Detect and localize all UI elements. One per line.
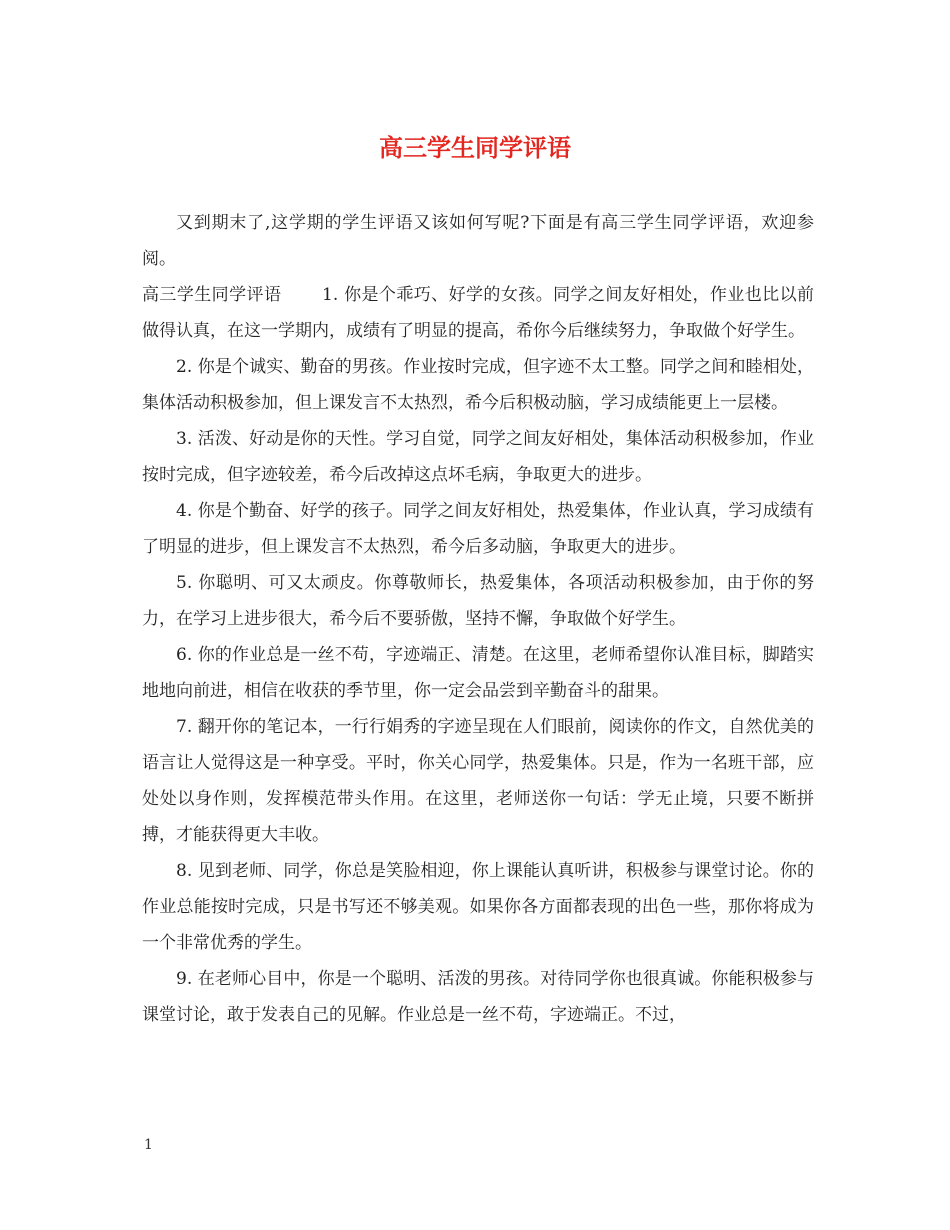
comment-paragraph-7: 7. 翻开你的笔记本，一行行娟秀的字迹呈现在人们眼前，阅读你的作文，自然优美的语言让人觉得这是一种享受。平时，你关心同学，热爱集体。只是，作为一名班干部，应处处以身作则，发挥模范带头作用。在这里，老师送你一句话：学无止境，只要不断拼搏，才能获得更大丰收。 — [142, 717, 814, 845]
comment-paragraph-5: 5. 你聪明、可又太顽皮。你尊敬师长，热爱集体，各项活动积极参加，由于你的努力，在学习上进步很大，希今后不要骄傲，坚持不懈，争取做个好学生。 — [142, 573, 814, 629]
comment-paragraph-3: 3. 活泼、好动是你的天性。学习自觉，同学之间友好相处，集体活动积极参加，作业按时完成，但字迹较差，希今后改掉这点坏毛病，争取更大的进步。 — [142, 429, 814, 485]
comment-paragraph-2: 2. 你是个诚实、勤奋的男孩。作业按时完成，但字迹不太工整。同学之间和睦相处，集体活动积极参加，但上课发言不太热烈，希今后积极动脑，学习成绩能更上一层楼。 — [142, 357, 814, 413]
comment-paragraph-9: 9. 在老师心目中，你是一个聪明、活泼的男孩。对待同学你也很真诚。你能积极参与课堂讨论，敢于发表自己的见解。作业总是一丝不苟，字迹端正。不过， — [142, 969, 814, 1025]
page-number: 1 — [144, 1137, 153, 1153]
document-body — [142, 205, 814, 1033]
comment-paragraph-8: 8. 见到老师、同学，你总是笑脸相迎，你上课能认真听讲，积极参与课堂讨论。你的作业总能按时完成，只是书写还不够美观。如果你各方面都表现的出色一些，那你将成为一个非常优秀的学生。 — [142, 861, 814, 953]
comment-paragraph-1: 高三学生同学评语 1. 你是个乖巧、好学的女孩。同学之间友好相处，作业也比以前做得认真，在这一学期内，成绩有了明显的提高，希你今后继续努力，争取做个好学生。 — [142, 285, 814, 341]
intro-paragraph: 又到期末了,这学期的学生评语又该如何写呢?下面是有高三学生同学评语，欢迎参阅。 — [142, 213, 814, 269]
document-title: 高三学生同学评语 — [379, 134, 571, 162]
comment-paragraph-4: 4. 你是个勤奋、好学的孩子。同学之间友好相处，热爱集体，作业认真，学习成绩有了明显的进步，但上课发言不太热烈，希今后多动脑，争取更大的进步。 — [142, 501, 814, 557]
comment-paragraph-6: 6. 你的作业总是一丝不苟，字迹端正、清楚。在这里，老师希望你认准目标，脚踏实地地向前进，相信在收获的季节里，你一定会品尝到辛勤奋斗的甜果。 — [142, 645, 814, 701]
